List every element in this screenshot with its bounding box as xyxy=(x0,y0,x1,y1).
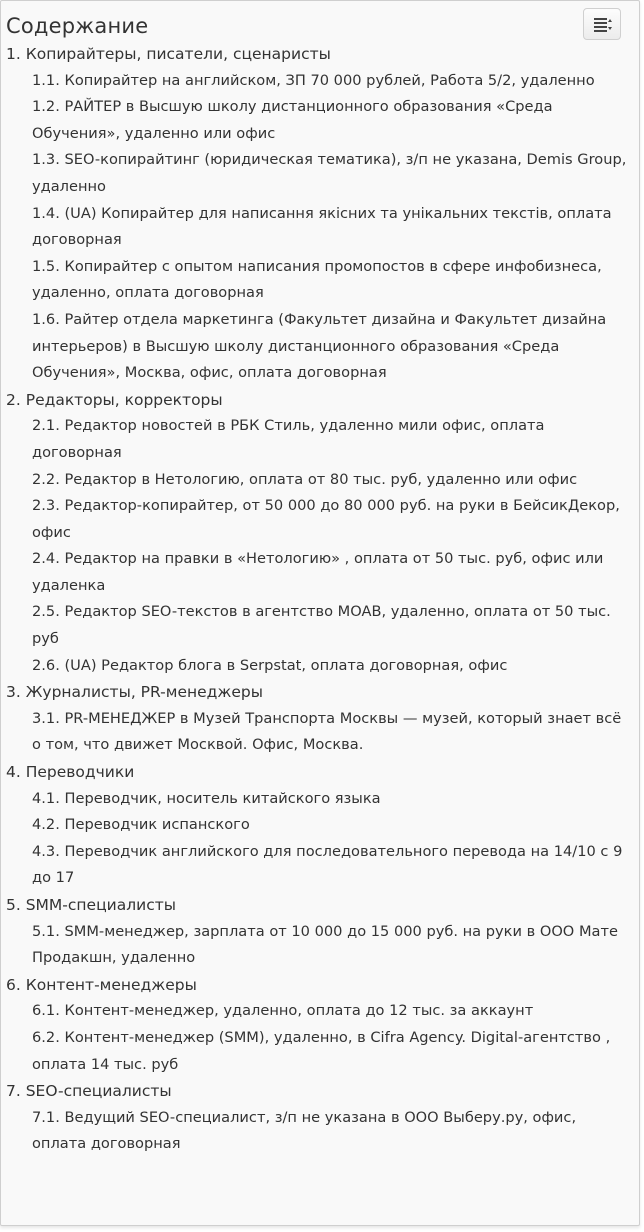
toc-section xyxy=(1,1078,641,1158)
toc-subsection xyxy=(1,94,641,147)
toc-section xyxy=(1,679,641,759)
toc-subsection-link[interactable]: 6.1. Контент-менеджер, удаленно, оплата до 12 тыс. за аккаунт xyxy=(32,1002,534,1020)
toc-subsection-link[interactable]: 2.1. Редактор новостей в РБК Стиль, удаленно мили офис, оплата договорная xyxy=(32,417,545,461)
toc-subsection-link[interactable]: 3.1. PR-МЕНЕДЖЕР в Музей Транспорта Москвы — музей, который знает всё о том, что движет Москвой. Офис, Москва. xyxy=(32,709,622,754)
toc-subsection-list xyxy=(1,998,641,1078)
toc-subsection-link[interactable]: 4.1. Переводчик, носитель китайского языка xyxy=(32,789,381,807)
toc-subsection-list xyxy=(1,706,641,759)
toc-subsection-link[interactable]: 1.6. Райтер отдела маркетинга (Факультет дизайна и Факультет дизайна интерьеров) в Высшую школу дистанционного образования «Среда Обучения», Москва, офис, оплата договорная xyxy=(32,310,607,382)
toc-subsection xyxy=(1,653,641,680)
toc-subsection xyxy=(1,839,641,892)
toc-subsection xyxy=(1,1105,641,1158)
toc-subsection xyxy=(1,546,641,599)
toc-subsection xyxy=(1,998,641,1025)
toc-subsection xyxy=(1,147,641,200)
toc-section xyxy=(1,892,641,972)
toc-subsection-list xyxy=(1,1105,641,1158)
toc-subsection xyxy=(1,1025,641,1078)
toc-section-link[interactable]: 1. Копирайтеры, писатели, сценаристы xyxy=(6,45,331,63)
toc-subsection-link[interactable]: 1.1. Копирайтер на английском, ЗП 70 000 рублей, Работа 5/2, удаленно xyxy=(32,71,595,89)
toc-subsection xyxy=(1,919,641,972)
toc-subsection-link[interactable]: 6.2. Контент-менеджер (SMM), удаленно, в Cifra Agency. Digital-агентство , оплата 14 тыс. руб xyxy=(32,1028,611,1073)
toc-list xyxy=(1,41,641,1158)
toc-subsection-list xyxy=(1,68,641,387)
toc-subsection-link[interactable]: 5.1. SMM-менеджер, зарплата от 10 000 до 15 000 руб. на руки в ООО Мате Продакшн, удаленно xyxy=(32,922,618,967)
toc-section-link[interactable]: 5. SMM-специалисты xyxy=(6,896,176,914)
toc-subsection-link[interactable]: 4.2. Переводчик испанского xyxy=(32,816,250,834)
toc-subsection xyxy=(1,599,641,652)
toc-subsection-list xyxy=(1,413,641,679)
toc-subsection xyxy=(1,307,641,387)
toc-subsection xyxy=(1,706,641,759)
toc-section xyxy=(1,972,641,1078)
toc-subsection-list xyxy=(1,786,641,892)
toc-toggle-button[interactable] xyxy=(583,8,621,40)
toc-section-link[interactable]: 3. Журналисты, PR-менеджеры xyxy=(6,683,263,702)
toc-subsection-link[interactable]: 4.3. Переводчик английского для последовательного перевода на 14/10 с 9 до 17 xyxy=(32,842,623,887)
toc-subsection-list xyxy=(1,919,641,972)
toc-section xyxy=(1,41,641,387)
toc-subsection-link[interactable]: 1.5. Копирайтер с опытом написания промопостов в сфере инфобизнеса, удаленно, оплата договорная xyxy=(32,257,602,302)
toc-title: Содержание xyxy=(6,14,149,38)
toc-subsection-link[interactable]: 7.1. Ведущий SEO-специалист, з/п не указана в ООО Выберу.ру, офис, оплата договорная xyxy=(32,1108,577,1153)
toc-section xyxy=(1,759,641,892)
toc-section-link[interactable]: 7. SEO-специалисты xyxy=(6,1082,172,1101)
toc-subsection xyxy=(1,68,641,95)
toc-subsection-link[interactable]: 2.5. Редактор SEO-текстов в агентство MOAB, удаленно, оплата от 50 тыс. руб xyxy=(32,603,611,648)
toc-subsection xyxy=(1,254,641,307)
toc-subsection-link[interactable]: 1.2. РАЙТЕР в Высшую школу дистанционного образования «Среда Обучения», удаленно или офис xyxy=(32,98,553,142)
toc-subsection xyxy=(1,413,641,466)
toc-section-link[interactable]: 6. Контент-менеджеры xyxy=(6,975,197,994)
toc-section-link[interactable]: 4. Переводчики xyxy=(6,763,135,782)
toc-subsection-link[interactable]: 1.4. (UA) Копирайтер для написання якісних та унікальних текстів, оплата договорная xyxy=(32,204,612,249)
list-toggle-icon xyxy=(594,18,612,32)
toc-subsection xyxy=(1,467,641,494)
toc-subsection-link[interactable]: 2.6. (UA) Редактор блога в Serpstat, оплата договорная, офис xyxy=(32,656,508,674)
toc-subsection-link[interactable]: 1.3. SEO-копирайтинг (юридическая тематика), з/п не указана, Demis Group, удаленно xyxy=(32,151,627,195)
toc-subsection-link[interactable]: 2.3. Редактор-копирайтер, от 50 000 до 80 000 руб. на руки в БейсикДекор, офис xyxy=(32,497,620,541)
toc-section-link[interactable]: 2. Редакторы, корректоры xyxy=(6,390,223,409)
toc-section xyxy=(1,387,641,680)
toc-subsection-link[interactable]: 2.2. Редактор в Нетологию, оплата от 80 тыс. руб, удаленно или офис xyxy=(32,470,578,488)
toc-subsection xyxy=(1,493,641,546)
toc-subsection xyxy=(1,812,641,839)
toc-subsection-link[interactable]: 2.4. Редактор на правки в «Нетологию» , оплата от 50 тыс. руб, офис или удаленка xyxy=(32,550,604,594)
toc-subsection xyxy=(1,786,641,813)
toc-subsection xyxy=(1,201,641,254)
